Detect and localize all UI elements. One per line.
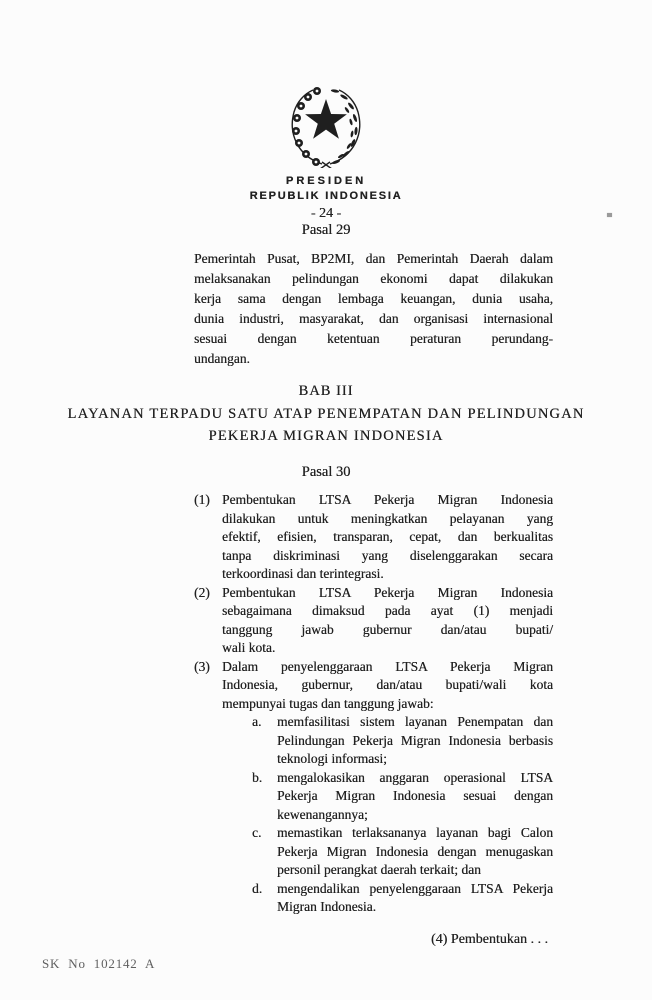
body-line: tanggung jawab gubernur dan/atau bupati/ xyxy=(222,621,553,637)
page-catchword: (4) Pembentukan . . . xyxy=(430,932,548,947)
pasal-29-paragraph xyxy=(194,249,553,369)
body-line: kewenangannya; xyxy=(277,806,368,822)
list-item-number: (3) xyxy=(194,658,210,674)
sub-item-b xyxy=(252,769,553,825)
list-item-2 xyxy=(194,584,553,658)
sub-item-text xyxy=(277,880,553,917)
body-line: Pemerintah Pusat, BP2MI, dan Pemerintah Daerah dalam xyxy=(194,251,553,266)
sub-item-letter: c. xyxy=(252,825,262,840)
body-line: personil perangkat daerah terkait; dan xyxy=(277,862,481,877)
body-line: tanpa diskriminasi yang diselenggarakan secara xyxy=(222,547,553,563)
body-line: dilakukan untuk meningkatkan pelayanan yang xyxy=(222,510,553,526)
body-line: Pekerja Migran Indonesia dengan menugaskan xyxy=(277,843,553,859)
body-line: Pelindungan Pekerja Migran Indonesia berbasis xyxy=(277,732,553,748)
chapter-title-line2: PEKERJA MIGRAN INDONESIA xyxy=(208,427,444,444)
body-line: sesuai dengan ketentuan peraturan perundang- xyxy=(194,331,553,346)
body-line: terkoordinasi dan terintegrasi. xyxy=(222,566,384,581)
body-line: memastikan terlaksananya layanan bagi Calon xyxy=(277,825,553,840)
list-item-text xyxy=(222,584,553,658)
list-item-number: (2) xyxy=(194,584,210,600)
list-item-3 xyxy=(194,658,553,917)
list-item-text xyxy=(222,491,553,584)
list-item-1 xyxy=(194,491,553,584)
body-line: wali kota. xyxy=(222,640,276,655)
chapter-title xyxy=(0,404,652,447)
sub-item-d xyxy=(252,880,553,917)
body-line: undangan. xyxy=(194,351,250,366)
sub-item-a xyxy=(252,713,553,769)
sub-item-text xyxy=(277,713,553,769)
presidential-star-wreath-emblem-icon xyxy=(280,84,372,168)
document-control-number: SK No 102142 A xyxy=(42,956,156,971)
body-line: Pekerja Migran Indonesia sesuai dengan xyxy=(277,788,553,803)
body-line: Indonesia, gubernur, dan/atau bupati/wali kota xyxy=(222,677,553,692)
chapter-heading: BAB III xyxy=(298,383,354,399)
pasal-29-heading: Pasal 29 xyxy=(301,222,351,238)
pasal-30-heading: Pasal 30 xyxy=(301,464,351,480)
sub-item-text xyxy=(277,824,553,880)
body-line: sebagaimana dimaksud pada ayat (1) menjadi xyxy=(222,603,553,618)
chapter-title-line1: LAYANAN TERPADU SATU ATAP PENEMPATAN DAN PELINDUNGAN xyxy=(67,406,585,422)
body-line: Dalam penyelenggaraan LTSA Pekerja Migran xyxy=(222,658,553,674)
body-line: mengalokasikan anggaran operasional LTSA xyxy=(277,769,553,785)
sub-item-c xyxy=(252,824,553,880)
institution-name-line1: PRESIDEN xyxy=(285,175,367,187)
body-line: Pembentukan LTSA Pekerja Migran Indonesia xyxy=(222,492,553,507)
body-line: Migran Indonesia. xyxy=(277,899,376,914)
body-line: mempunyai tugas dan tanggung jawab: xyxy=(222,695,434,711)
sub-item-text xyxy=(277,769,553,825)
body-line: efektif, efisien, transparan, cepat, dan berkualitas xyxy=(222,529,553,544)
body-line: mengendalikan penyelenggaraan LTSA Pekerja xyxy=(277,880,553,896)
pasal-30-item-list xyxy=(194,491,553,917)
page-number: - 24 - xyxy=(310,206,342,221)
scan-speck xyxy=(607,213,612,217)
body-line: teknologi informasi; xyxy=(277,751,387,766)
list-item-number: (1) xyxy=(194,492,210,507)
sub-item-letter: b. xyxy=(252,769,263,785)
body-line: dunia industri, masyarakat, dan organisasi internasional xyxy=(194,311,553,326)
sub-item-letter: a. xyxy=(252,714,262,729)
institution-name-line2: REPUBLIK INDONESIA xyxy=(249,190,403,202)
sub-item-letter: d. xyxy=(252,880,263,896)
list-item-text xyxy=(222,658,553,917)
body-line: Pembentukan LTSA Pekerja Migran Indonesia xyxy=(222,584,553,600)
body-line: memfasilitasi sistem layanan Penempatan dan xyxy=(277,714,553,729)
body-line: kerja sama dengan lembaga keuangan, dunia usaha, xyxy=(194,291,553,306)
body-line: melaksanakan pelindungan ekonomi dapat dilakukan xyxy=(194,271,553,286)
